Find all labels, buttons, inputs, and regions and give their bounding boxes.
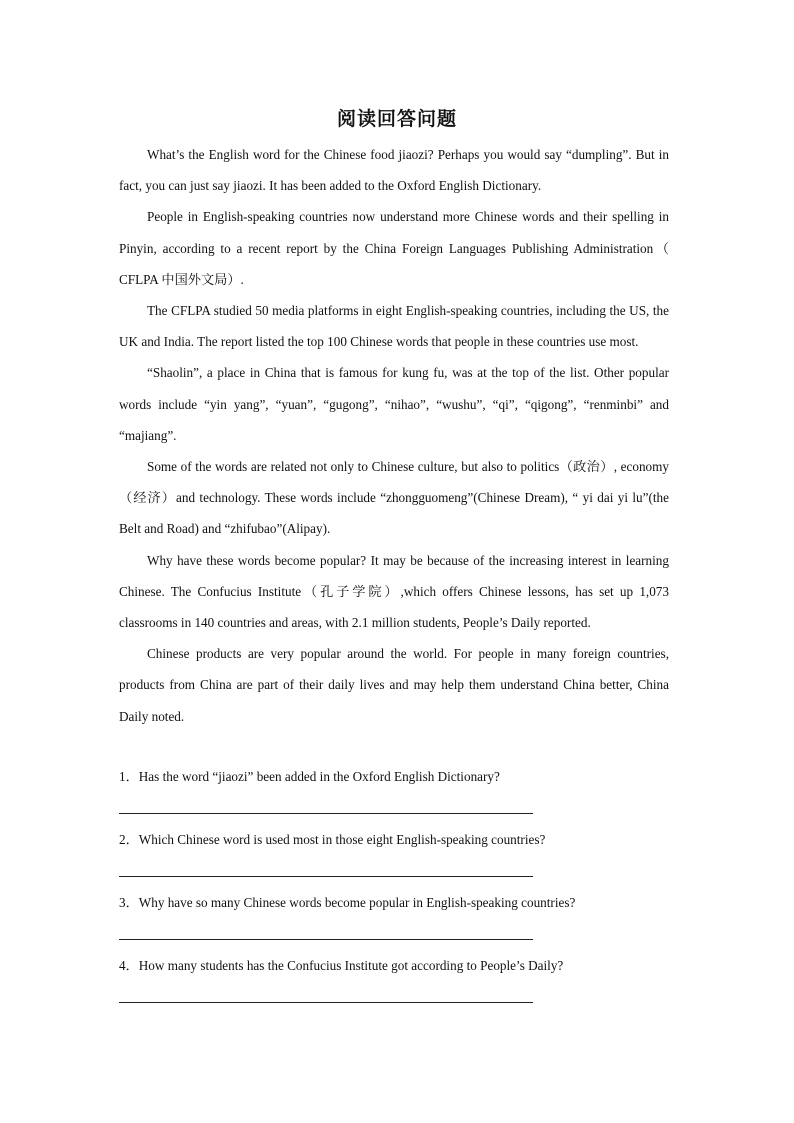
question-item-2 [119, 826, 679, 889]
question-list [119, 763, 679, 1015]
passage-paragraph-3: The CFLPA studied 50 media platforms in eight English-speaking countries, including the US, the UK and India. The report listed the top 100 Chinese words that people in these countries use most. [119, 303, 669, 350]
passage-paragraph-1: What’s the English word for the Chinese food jiaozi? Perhaps you would say “dumpling”. But in fact, you can just say jiaozi. It has been added to the Oxford English Dictionary. [119, 147, 669, 194]
question-text-2: 2．Which Chinese word is used most in those eight English-speaking countries? [119, 832, 546, 847]
question-item-3 [119, 889, 679, 952]
passage-paragraph-5: Some of the words are related not only to Chinese culture, but also to politics（政治）, economy（经济）and technology. These words include “zhongguomeng”(Chinese Dream), “ yi dai yi lu”(the Belt and Road) and “zhifubao”(Alipay). [119, 459, 669, 537]
passage-paragraph-7: Chinese products are very popular around the world. For people in many foreign countries, products from China are part of their daily lives and may help them understand China better, China Daily noted. [119, 646, 669, 724]
page-title: 阅读回答问题 [336, 108, 457, 130]
answer-line-2[interactable] [119, 876, 533, 877]
question-item-1 [119, 763, 679, 826]
reading-passage [119, 139, 669, 732]
answer-line-3[interactable] [119, 939, 533, 940]
question-item-4 [119, 952, 679, 1015]
question-text-3: 3．Why have so many Chinese words become popular in English-speaking countries? [119, 895, 576, 910]
answer-line-4[interactable] [119, 1002, 533, 1003]
question-text-4: 4．How many students has the Confucius Institute got according to People’s Daily? [119, 958, 564, 973]
answer-line-1[interactable] [119, 813, 533, 814]
passage-paragraph-2: People in English-speaking countries now understand more Chinese words and their spelling in Pinyin, according to a recent report by the China Foreign Languages Publishing Administration（ CFLPA 中国外文局）. [119, 209, 669, 287]
passage-paragraph-6: Why have these words become popular? It may be because of the increasing interest in learning Chinese. The Confucius Institute（孔子学院）,which offers Chinese lessons, has set up 1,073 classrooms in 140 countries and areas, with 2.1 million students, People’s Daily reported. [119, 552, 669, 631]
passage-paragraph-4: “Shaolin”, a place in China that is famous for kung fu, was at the top of the list. Other popular words include “yin yang”, “yuan”, “gugong”, “nihao”, “wushu”, “qi”, “qigong”, “renminbi” and “majiang”. [119, 365, 669, 443]
question-text-1: 1．Has the word “jiaozi” been added in the Oxford English Dictionary? [119, 769, 500, 784]
